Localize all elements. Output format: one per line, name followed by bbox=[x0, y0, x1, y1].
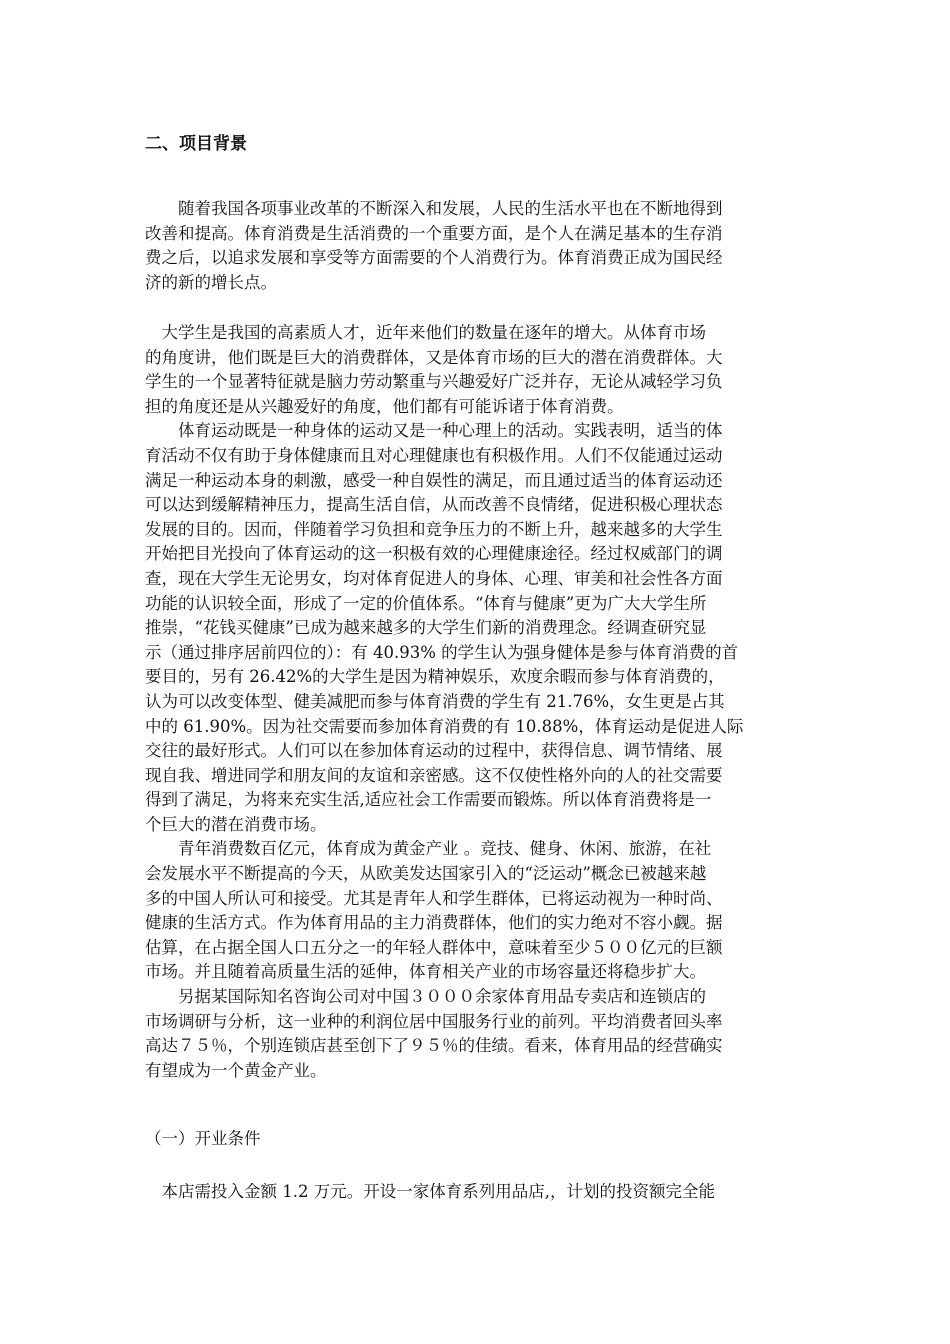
text-line: 大学生是我国的高素质人才，近年来他们的数量在逐年的增大。从体育市场 bbox=[145, 323, 706, 342]
text-line: 济的新的增长点。 bbox=[145, 272, 277, 292]
text-line: 示（通过排序居前四位的）：有 40.93% 的学生认为强身健体是参与体育消费的首 bbox=[145, 642, 739, 662]
subsection-title: （一）开业条件 bbox=[145, 1129, 261, 1148]
paragraph-students-market bbox=[145, 321, 813, 1083]
text-line: 改善和提高。体育消费是生活消费的一个重要方面，是个人在满足基本的生存消 bbox=[145, 223, 723, 243]
text-line: 估算，在占据全国人口五分之一的年轻人群体中，意味着至少５００亿元的巨额 bbox=[145, 937, 723, 957]
text-line: 中的 61.90%。因为社交需要而参加体育消费的有 10.88%，体育运动是促进人际 bbox=[145, 716, 744, 736]
text-line: 可以达到缓解精神压力，提高生活自信，从而改善不良情绪，促进积极心理状态 bbox=[145, 495, 723, 515]
text-line: 发展的目的。因而，伴随着学习负担和竞争压力的不断上升，越来越多的大学生 bbox=[145, 519, 723, 539]
text-line: 随着我国各项事业改革的不断深入和发展，人民的生活水平也在不断地得到 bbox=[145, 199, 723, 218]
text-line: 要目的，另有 26.42%的大学生是因为精神娱乐，欢度余暇而参与体育消费的， bbox=[145, 667, 725, 687]
text-line: 另据某国际知名咨询公司对中国３０００余家体育用品专卖店和连锁店的 bbox=[145, 987, 706, 1007]
text-line: 个巨大的潜在消费市场。 bbox=[145, 814, 327, 834]
text-line: 高达７５％，个别连锁店甚至创下了９５％的佳绩。看来，体育用品的经营确实 bbox=[145, 1036, 723, 1056]
text-line: 多的中国人所认可和接受。尤其是青年人和学生群体，已将运动视为一种时尚、 bbox=[145, 888, 723, 908]
text-line: 的角度讲，他们既是巨大的消费群体，又是体育市场的巨大的潜在消费群体。大 bbox=[145, 347, 723, 367]
text-line: 本店需投入金额 1.2 万元。开设一家体育系列用品店,，计划的投资额完全能 bbox=[145, 1182, 715, 1201]
paragraph-background-intro bbox=[145, 197, 813, 295]
text-line: 市场。并且随着高质量生活的延伸，体育相关产业的市场容量还将稳步扩大。 bbox=[145, 962, 706, 982]
text-line: 开始把目光投向了体育运动的这一积极有效的心理健康途径。经过权威部门的调 bbox=[145, 544, 723, 564]
text-line: 查，现在大学生无论男女，均对体育促进人的身体、心理、审美和社会性各方面 bbox=[145, 568, 723, 588]
text-line: 推崇，“花钱买健康”已成为越来越多的大学生们新的消费理念。经调查研究显 bbox=[145, 618, 707, 638]
text-line: 费之后，以追求发展和享受等方面需要的个人消费行为。体育消费正成为国民经 bbox=[145, 248, 723, 268]
text-line: 学生的一个显著特征就是脑力劳动繁重与兴趣爱好广泛并存，无论从减轻学习负 bbox=[145, 372, 723, 392]
text-line: 会发展水平不断提高的今天，从欧美发达国家引入的“泛运动”概念已被越来越 bbox=[145, 864, 707, 884]
text-line: 担的角度还是从兴趣爱好的角度，他们都有可能诉诸于体育消费。 bbox=[145, 396, 624, 416]
text-line: 青年消费数百亿元，体育成为黄金产业 。竞技、健身、休闲、旅游，在社 bbox=[145, 839, 712, 859]
text-line: 得到了满足，为将来充实生活,适应社会工作需要而锻炼。所以体育消费将是一 bbox=[145, 790, 712, 810]
section-title: 二、项目背景 bbox=[145, 134, 247, 154]
text-line: 认为可以改变体型、健美减肥而参与体育消费的学生有 21.76%，女生更是占其 bbox=[145, 691, 725, 711]
text-line: 功能的认识较全面，形成了一定的价值体系。“体育与健康”更为广大大学生所 bbox=[145, 593, 707, 613]
text-line: 体育运动既是一种身体的运动又是一种心理上的活动。实践表明，适当的体 bbox=[145, 421, 723, 441]
text-line: 有望成为一个黄金产业。 bbox=[145, 1060, 327, 1080]
text-line: 市场调研与分析，这一业种的利润位居中国服务行业的前列。平均消费者回头率 bbox=[145, 1011, 723, 1031]
text-line: 现自我、增进同学和朋友间的友谊和亲密感。这不仅使性格外向的人的社交需要 bbox=[145, 765, 723, 785]
paragraph-opening-conditions bbox=[145, 1180, 813, 1205]
text-line: 交往的最好形式。人们可以在参加体育运动的过程中，获得信息、调节情绪、展 bbox=[145, 741, 723, 761]
text-line: 育活动不仅有助于身体健康而且对心理健康也有积极作用。人们不仅能通过运动 bbox=[145, 445, 723, 465]
text-line: 健康的生活方式。作为体育用品的主力消费群体，他们的实力绝对不容小觑。据 bbox=[145, 913, 723, 933]
text-line: 满足一种运动本身的刺激，感受一种自娱性的满足，而且通过适当的体育运动还 bbox=[145, 470, 723, 490]
